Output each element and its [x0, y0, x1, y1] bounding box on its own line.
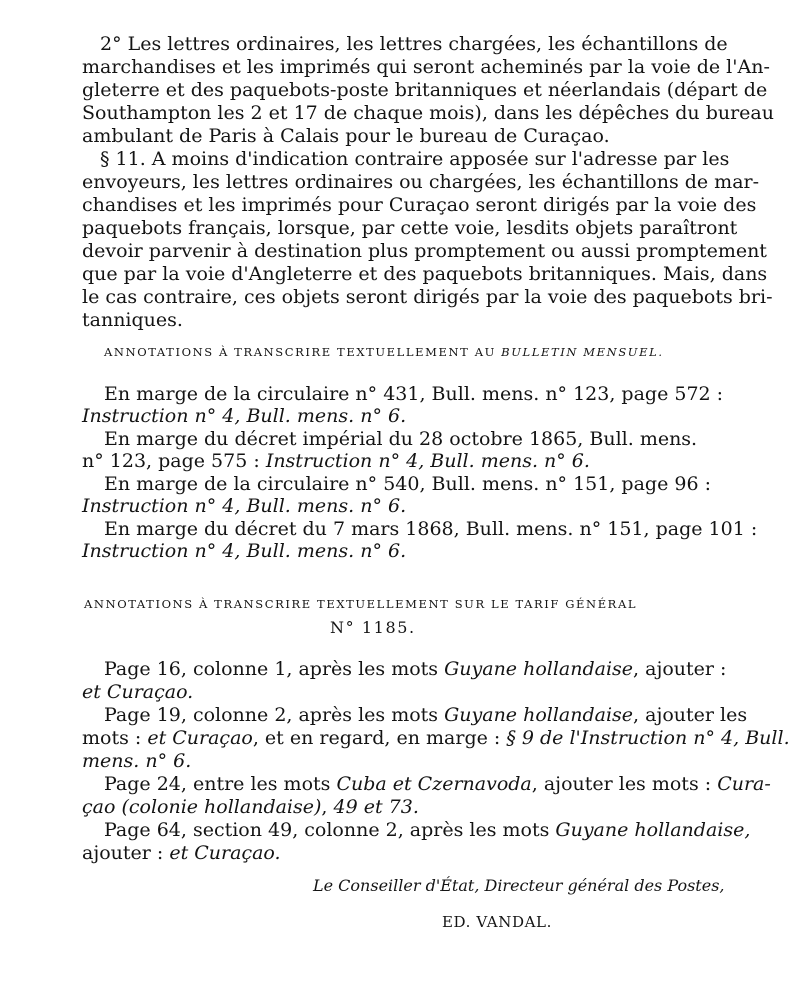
- heading-tarif-number: N° 1185.: [330, 618, 416, 637]
- text-line: mens. n° 6.: [82, 750, 192, 772]
- text-line: le cas contraire, ces objets seront dirigés par la voie des paquebots bri-: [82, 286, 773, 308]
- text-line: marchandises et les imprimés qui seront acheminés par la voie de l'An-: [82, 56, 770, 78]
- text-line: En marge du décret impérial du 28 octobre 1865, Bull. mens.: [104, 428, 698, 450]
- text-line: paquebots français, lorsque, par cette voie, lesdits objets paraîtront: [82, 217, 738, 239]
- signature-title: Le Conseiller d'État, Directeur général des Postes,: [313, 876, 725, 895]
- text-line: tanniques.: [82, 309, 183, 331]
- text-line: Southampton les 2 et 17 de chaque mois), dans les dépêches du bureau: [82, 102, 774, 124]
- text-line: En marge du décret du 7 mars 1868, Bull. mens. n° 151, page 101 :: [104, 518, 758, 540]
- text-line: 2° Les lettres ordinaires, les lettres chargées, les échantillons de: [100, 33, 728, 55]
- text-line: Instruction n° 4, Bull. mens. n° 6.: [82, 495, 407, 517]
- text-line: ambulant de Paris à Calais pour le bureau de Curaçao.: [82, 125, 610, 147]
- text-line: et Curaçao.: [82, 681, 194, 703]
- heading-tarif: ANNOTATIONS À TRANSCRIRE TEXTUELLEMENT SUR LE TARIF GÉNÉRAL: [84, 597, 638, 611]
- text-line: Instruction n° 4, Bull. mens. n° 6.: [82, 405, 407, 427]
- text-line: mots : et Curaçao, et en regard, en marge : § 9 de l'Instruction n° 4, Bull.: [82, 727, 790, 749]
- text-line: Instruction n° 4, Bull. mens. n° 6.: [82, 540, 407, 562]
- text-line: envoyeurs, les lettres ordinaires ou chargées, les échantillons de mar-: [82, 171, 760, 193]
- text-line: Page 24, entre les mots Cuba et Czernavoda, ajouter les mots : Cura-: [104, 773, 771, 795]
- text-line: devoir parvenir à destination plus promptement ou aussi promptement: [82, 240, 767, 262]
- text-line: Page 16, colonne 1, après les mots Guyane hollandaise, ajouter :: [104, 658, 727, 680]
- text-line: ajouter : et Curaçao.: [82, 842, 281, 864]
- text-line: En marge de la circulaire n° 540, Bull. mens. n° 151, page 96 :: [104, 473, 711, 495]
- text-line: Page 19, colonne 2, après les mots Guyane hollandaise, ajouter les: [104, 704, 748, 726]
- text-line: § 11. A moins d'indication contraire apposée sur l'adresse par les: [100, 148, 730, 170]
- text-line: gleterre et des paquebots-poste britanniques et néerlandais (départ de: [82, 79, 768, 101]
- text-line: En marge de la circulaire n° 431, Bull. mens. n° 123, page 572 :: [104, 383, 724, 405]
- text-line: n° 123, page 575 : Instruction n° 4, Bull. mens. n° 6.: [82, 450, 590, 472]
- text-line: Page 64, section 49, colonne 2, après les mots Guyane hollandaise,: [104, 819, 751, 841]
- signature-name: ED. VANDAL.: [442, 913, 552, 931]
- heading-bulletin: ANNOTATIONS À TRANSCRIRE TEXTUELLEMENT AU BULLETIN MENSUEL.: [104, 345, 664, 359]
- text-line: chandises et les imprimés pour Curaçao seront dirigés par la voie des: [82, 194, 757, 216]
- text-line: que par la voie d'Angleterre et des paquebots britanniques. Mais, dans: [82, 263, 768, 285]
- text-line: çao (colonie hollandaise), 49 et 73.: [82, 796, 419, 818]
